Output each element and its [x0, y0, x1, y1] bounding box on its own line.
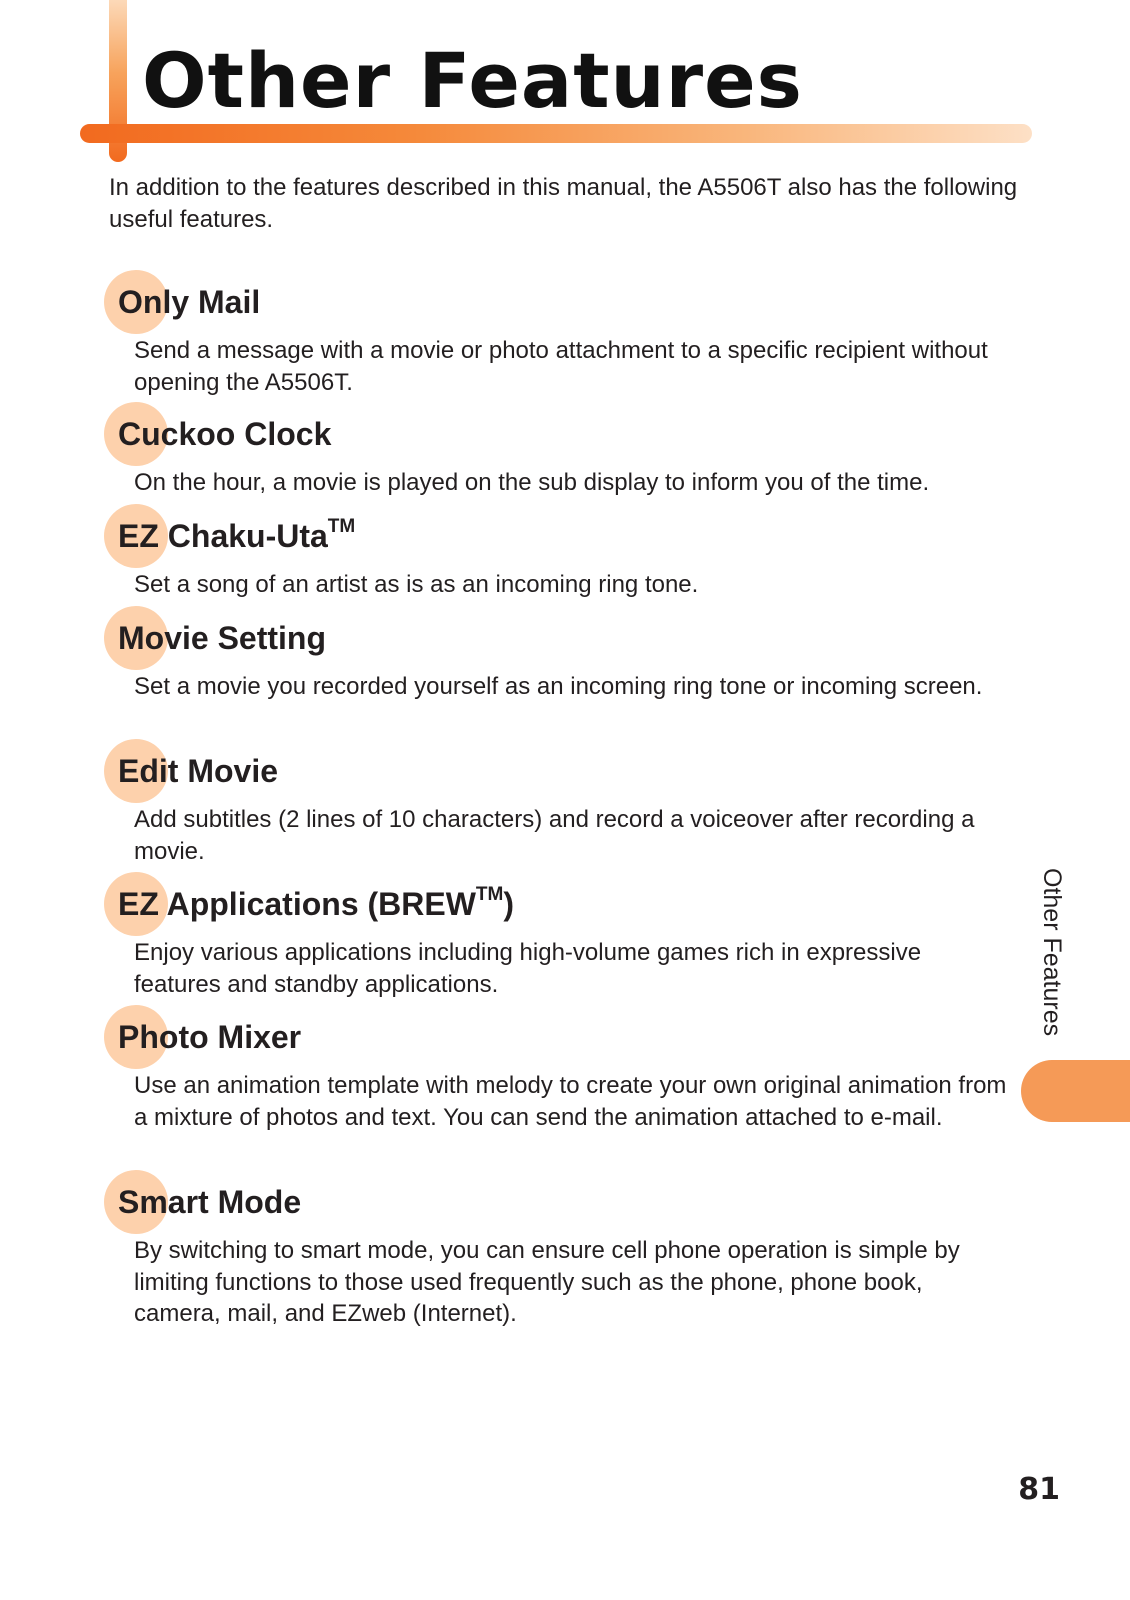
- feature-heading: [118, 1180, 301, 1224]
- feature-heading: [118, 412, 331, 456]
- side-tab-label: Other Features: [1038, 868, 1066, 1037]
- page-title: Other Features: [142, 36, 803, 125]
- feature-title: Smart Mode: [118, 1184, 302, 1220]
- feature-description: Set a song of an artist as is as an incoming ring tone.: [134, 571, 699, 598]
- feature-heading: [118, 749, 278, 793]
- feature-description: On the hour, a movie is played on the sub display to inform you of the time.: [134, 469, 930, 496]
- feature-title: EZ Applications (BREW: [118, 886, 476, 922]
- feature-heading: [118, 280, 260, 324]
- title-accent-horizontal-bar: [80, 124, 1032, 143]
- feature-description: Enjoy various applications including high-volume games rich in expressive features and standby applications.: [134, 939, 922, 998]
- feature-title: Only Mail: [118, 284, 261, 320]
- feature-title: EZ Chaku-Uta: [118, 518, 328, 554]
- feature-description: Add subtitles (2 lines of 10 characters) and record a voiceover after recording a movie.: [134, 806, 975, 865]
- trademark-superscript: TM: [475, 884, 504, 906]
- feature-title-suffix: ): [503, 886, 515, 922]
- feature-description: By switching to smart mode, you can ensure cell phone operation is simple by limiting functions to those used frequently such as the phone, phone book, camera, mail, and EZweb (Internet).: [134, 1237, 960, 1327]
- feature-title: Movie Setting: [118, 620, 327, 656]
- feature-description: Use an animation template with melody to create your own original animation from a mixture of photos and text. You can send the animation attached to e-mail.: [134, 1072, 1007, 1131]
- feature-title: Photo Mixer: [118, 1019, 302, 1055]
- page-number: 81: [1018, 1472, 1060, 1507]
- feature-heading: [118, 1015, 301, 1059]
- feature-heading: [118, 514, 355, 558]
- feature-heading: [118, 882, 514, 926]
- feature-description: Send a message with a movie or photo attachment to a specific recipient without opening the A5506T.: [134, 337, 988, 396]
- trademark-superscript: TM: [327, 516, 356, 538]
- intro-paragraph: In addition to the features described in this manual, the A5506T also has the following useful features.: [109, 174, 1018, 233]
- feature-title: Cuckoo Clock: [118, 416, 332, 452]
- feature-title: Edit Movie: [118, 753, 279, 789]
- side-tab-marker: [1021, 1060, 1130, 1122]
- feature-description: Set a movie you recorded yourself as an incoming ring tone or incoming screen.: [134, 673, 983, 700]
- feature-heading: [118, 616, 326, 660]
